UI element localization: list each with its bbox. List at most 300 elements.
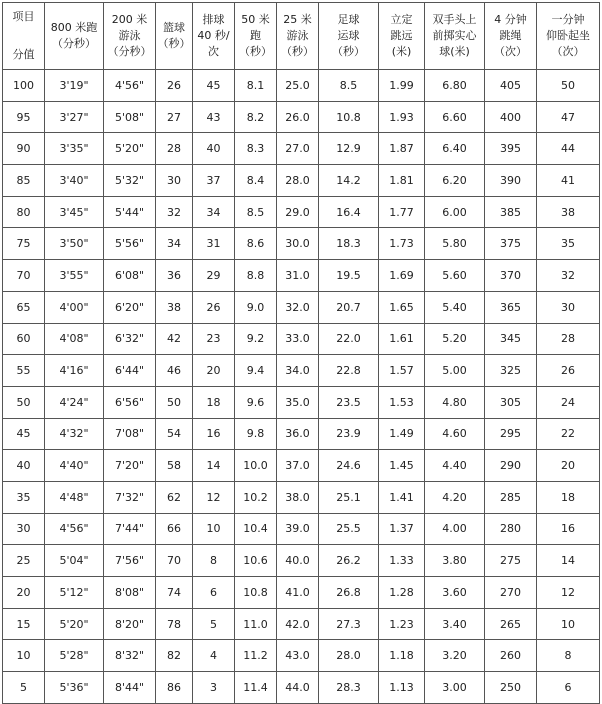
table-row xyxy=(3,228,600,260)
column-header xyxy=(379,3,425,70)
table-cell: 7'44" xyxy=(104,513,156,545)
table-cell: 5.40 xyxy=(425,291,485,323)
header-label-line: （秒） xyxy=(281,45,314,58)
table-cell: 32 xyxy=(156,196,193,228)
score-cell: 90 xyxy=(3,133,45,165)
table-row xyxy=(3,291,600,323)
table-cell: 35.0 xyxy=(277,386,319,418)
table-cell: 6.80 xyxy=(425,70,485,102)
table-body xyxy=(3,70,600,704)
table-cell: 28.0 xyxy=(319,640,379,672)
header-label-line: 跑 xyxy=(250,29,261,42)
score-cell: 35 xyxy=(3,481,45,513)
table-cell: 23 xyxy=(193,323,235,355)
table-cell: 14.2 xyxy=(319,165,379,197)
table-cell: 4'24" xyxy=(45,386,104,418)
header-label-line: 25 米 xyxy=(283,13,312,26)
table-cell: 8'44" xyxy=(104,672,156,704)
table-cell: 395 xyxy=(485,133,537,165)
table-cell: 8.6 xyxy=(235,228,277,260)
table-cell: 44 xyxy=(537,133,600,165)
header-label xyxy=(235,3,276,69)
table-cell: 10.2 xyxy=(235,481,277,513)
header-label xyxy=(379,3,424,69)
table-cell: 50 xyxy=(156,386,193,418)
table-cell: 1.33 xyxy=(379,545,425,577)
table-cell: 11.0 xyxy=(235,608,277,640)
header-label-line: 200 米 xyxy=(111,13,148,26)
table-cell: 19.5 xyxy=(319,260,379,292)
table-cell: 390 xyxy=(485,165,537,197)
header-label-line: 排球 xyxy=(202,13,225,26)
table-cell: 8'08" xyxy=(104,577,156,609)
score-cell: 80 xyxy=(3,196,45,228)
table-cell: 29.0 xyxy=(277,196,319,228)
table-cell: 295 xyxy=(485,418,537,450)
header-label-line: （分秒） xyxy=(107,45,152,58)
table-row xyxy=(3,577,600,609)
table-cell: 32 xyxy=(537,260,600,292)
table-cell: 8.1 xyxy=(235,70,277,102)
table-cell: 43 xyxy=(193,101,235,133)
column-header xyxy=(193,3,235,70)
table-cell: 25.0 xyxy=(277,70,319,102)
table-cell: 4'56" xyxy=(45,513,104,545)
header-label-line: 篮球 xyxy=(163,21,185,34)
table-cell: 40.0 xyxy=(277,545,319,577)
header-label-line: 仰卧起坐 xyxy=(546,29,590,42)
table-cell: 8.4 xyxy=(235,165,277,197)
table-cell: 1.87 xyxy=(379,133,425,165)
score-cell: 45 xyxy=(3,418,45,450)
table-cell: 74 xyxy=(156,577,193,609)
table-cell: 3.80 xyxy=(425,545,485,577)
table-cell: 10 xyxy=(537,608,600,640)
table-cell: 14 xyxy=(193,450,235,482)
table-cell: 1.69 xyxy=(379,260,425,292)
table-cell: 78 xyxy=(156,608,193,640)
table-cell: 22.0 xyxy=(319,323,379,355)
table-cell: 260 xyxy=(485,640,537,672)
table-cell: 3 xyxy=(193,672,235,704)
table-cell: 29 xyxy=(193,260,235,292)
column-header xyxy=(425,3,485,70)
table-cell: 7'32" xyxy=(104,481,156,513)
table-cell: 6.40 xyxy=(425,133,485,165)
header-label-line: 800 米跑 xyxy=(50,21,98,34)
header-label-line: （次） xyxy=(551,45,585,58)
table-row xyxy=(3,386,600,418)
table-cell: 50 xyxy=(537,70,600,102)
table-cell: 365 xyxy=(485,291,537,323)
table-cell: 44.0 xyxy=(277,672,319,704)
header-label xyxy=(277,3,318,69)
table-cell: 1.53 xyxy=(379,386,425,418)
table-row xyxy=(3,450,600,482)
table-cell: 8'32" xyxy=(104,640,156,672)
table-cell: 12.9 xyxy=(319,133,379,165)
table-cell: 41.0 xyxy=(277,577,319,609)
header-label-line: 足球 xyxy=(337,13,360,26)
table-cell: 285 xyxy=(485,481,537,513)
table-cell: 16 xyxy=(193,418,235,450)
table-cell: 1.93 xyxy=(379,101,425,133)
score-cell: 15 xyxy=(3,608,45,640)
table-cell: 1.45 xyxy=(379,450,425,482)
table-row xyxy=(3,418,600,450)
table-row xyxy=(3,640,600,672)
table-cell: 31.0 xyxy=(277,260,319,292)
column-header xyxy=(277,3,319,70)
table-cell: 28 xyxy=(156,133,193,165)
header-label-line: 次 xyxy=(208,45,219,58)
table-cell: 26 xyxy=(537,355,600,387)
table-cell: 1.41 xyxy=(379,481,425,513)
table-cell: 5.00 xyxy=(425,355,485,387)
table-cell: 9.8 xyxy=(235,418,277,450)
header-label-line: 运球 xyxy=(337,29,360,42)
table-cell: 26.2 xyxy=(319,545,379,577)
table-cell: 22.8 xyxy=(319,355,379,387)
table-cell: 3.20 xyxy=(425,640,485,672)
table-cell: 5.80 xyxy=(425,228,485,260)
table-cell: 28.3 xyxy=(319,672,379,704)
table-cell: 40 xyxy=(193,133,235,165)
table-cell: 3'55" xyxy=(45,260,104,292)
table-cell: 54 xyxy=(156,418,193,450)
table-row xyxy=(3,355,600,387)
table-cell: 5'20" xyxy=(45,608,104,640)
table-cell: 8.2 xyxy=(235,101,277,133)
score-cell: 55 xyxy=(3,355,45,387)
table-cell: 18.3 xyxy=(319,228,379,260)
table-cell: 1.65 xyxy=(379,291,425,323)
table-row xyxy=(3,101,600,133)
table-cell: 14 xyxy=(537,545,600,577)
column-header xyxy=(485,3,537,70)
table-cell: 290 xyxy=(485,450,537,482)
table-cell: 6'44" xyxy=(104,355,156,387)
table-cell: 1.28 xyxy=(379,577,425,609)
table-cell: 5'32" xyxy=(104,165,156,197)
header-label-line: 跳远 xyxy=(390,29,413,42)
table-cell: 6.20 xyxy=(425,165,485,197)
table-cell: 10.4 xyxy=(235,513,277,545)
table-cell: 305 xyxy=(485,386,537,418)
table-cell: 4'40" xyxy=(45,450,104,482)
table-cell: 5'08" xyxy=(104,101,156,133)
table-cell: 47 xyxy=(537,101,600,133)
table-cell: 270 xyxy=(485,577,537,609)
score-cell: 5 xyxy=(3,672,45,704)
table-cell: 20.7 xyxy=(319,291,379,323)
table-cell: 30 xyxy=(537,291,600,323)
table-cell: 62 xyxy=(156,481,193,513)
table-cell: 280 xyxy=(485,513,537,545)
table-cell: 26 xyxy=(156,70,193,102)
table-row xyxy=(3,672,600,704)
table-cell: 5'04" xyxy=(45,545,104,577)
table-cell: 3.00 xyxy=(425,672,485,704)
table-cell: 20 xyxy=(193,355,235,387)
table-cell: 28.0 xyxy=(277,165,319,197)
header-label-line: 前掷实心 xyxy=(432,29,477,42)
table-cell: 27.0 xyxy=(277,133,319,165)
table-cell: 10 xyxy=(193,513,235,545)
table-row xyxy=(3,545,600,577)
table-cell: 250 xyxy=(485,672,537,704)
header-label-line: 40 秒/ xyxy=(197,29,230,42)
header-label-line: 4 分钟 xyxy=(494,13,527,26)
table-cell: 7'20" xyxy=(104,450,156,482)
table-cell: 1.73 xyxy=(379,228,425,260)
table-cell: 30 xyxy=(156,165,193,197)
table-cell: 370 xyxy=(485,260,537,292)
table-cell: 16.4 xyxy=(319,196,379,228)
table-cell: 325 xyxy=(485,355,537,387)
table-cell: 11.4 xyxy=(235,672,277,704)
table-cell: 41 xyxy=(537,165,600,197)
header-row xyxy=(3,3,600,70)
table-cell: 3'27" xyxy=(45,101,104,133)
table-cell: 3'50" xyxy=(45,228,104,260)
score-cell: 100 xyxy=(3,70,45,102)
header-label-line: 项目 xyxy=(12,10,35,23)
table-cell: 4'16" xyxy=(45,355,104,387)
table-cell: 36 xyxy=(156,260,193,292)
table-row xyxy=(3,165,600,197)
table-cell: 24 xyxy=(537,386,600,418)
table-cell: 3.40 xyxy=(425,608,485,640)
score-table xyxy=(2,2,600,704)
table-row xyxy=(3,323,600,355)
table-cell: 11.2 xyxy=(235,640,277,672)
table-cell: 27.3 xyxy=(319,608,379,640)
table-cell: 37.0 xyxy=(277,450,319,482)
table-cell: 38.0 xyxy=(277,481,319,513)
table-cell: 1.13 xyxy=(379,672,425,704)
table-cell: 38 xyxy=(537,196,600,228)
score-cell: 60 xyxy=(3,323,45,355)
table-cell: 6'56" xyxy=(104,386,156,418)
header-label-line: 立定 xyxy=(390,13,413,26)
table-cell: 345 xyxy=(485,323,537,355)
table-cell: 5'20" xyxy=(104,133,156,165)
table-cell: 23.9 xyxy=(319,418,379,450)
column-header xyxy=(3,3,45,70)
table-cell: 10.8 xyxy=(319,101,379,133)
table-cell: 58 xyxy=(156,450,193,482)
table-cell: 8'20" xyxy=(104,608,156,640)
header-label-line: （分秒） xyxy=(52,37,96,50)
header-label-line: （次） xyxy=(494,45,527,58)
score-cell: 40 xyxy=(3,450,45,482)
table-cell: 45 xyxy=(193,70,235,102)
table-cell: 8 xyxy=(193,545,235,577)
table-cell: 39.0 xyxy=(277,513,319,545)
table-cell: 22 xyxy=(537,418,600,450)
column-header xyxy=(104,3,156,70)
table-cell: 30.0 xyxy=(277,228,319,260)
table-cell: 5.20 xyxy=(425,323,485,355)
table-cell: 1.57 xyxy=(379,355,425,387)
table-cell: 27 xyxy=(156,101,193,133)
table-cell: 18 xyxy=(537,481,600,513)
header-label xyxy=(45,3,103,69)
header-label xyxy=(425,3,484,69)
header-label-line: 50 米 xyxy=(241,13,270,26)
table-cell: 3'45" xyxy=(45,196,104,228)
table-cell: 8.8 xyxy=(235,260,277,292)
table-cell: 12 xyxy=(537,577,600,609)
table-cell: 66 xyxy=(156,513,193,545)
table-cell: 16 xyxy=(537,513,600,545)
table-cell: 25.1 xyxy=(319,481,379,513)
table-cell: 4.20 xyxy=(425,481,485,513)
table-header xyxy=(3,3,600,70)
column-header xyxy=(45,3,104,70)
table-cell: 5'56" xyxy=(104,228,156,260)
table-cell: 6 xyxy=(537,672,600,704)
score-cell: 10 xyxy=(3,640,45,672)
table-cell: 28 xyxy=(537,323,600,355)
header-label xyxy=(156,3,192,69)
table-cell: 4.60 xyxy=(425,418,485,450)
table-cell: 26 xyxy=(193,291,235,323)
table-cell: 23.5 xyxy=(319,386,379,418)
table-cell: 8.3 xyxy=(235,133,277,165)
table-cell: 7'08" xyxy=(104,418,156,450)
table-cell: 5'36" xyxy=(45,672,104,704)
table-cell: 10.6 xyxy=(235,545,277,577)
table-cell: 5 xyxy=(193,608,235,640)
table-cell: 33.0 xyxy=(277,323,319,355)
header-label-line: 游泳 xyxy=(286,29,309,42)
score-cell: 50 xyxy=(3,386,45,418)
table-cell: 4'08" xyxy=(45,323,104,355)
table-cell: 385 xyxy=(485,196,537,228)
header-label xyxy=(537,3,599,69)
table-cell: 3'35" xyxy=(45,133,104,165)
table-cell: 265 xyxy=(485,608,537,640)
table-cell: 1.61 xyxy=(379,323,425,355)
table-cell: 375 xyxy=(485,228,537,260)
score-cell: 25 xyxy=(3,545,45,577)
table-cell: 6'20" xyxy=(104,291,156,323)
table-cell: 4'48" xyxy=(45,481,104,513)
table-cell: 32.0 xyxy=(277,291,319,323)
header-label-line: 双手头上 xyxy=(432,13,477,26)
table-cell: 70 xyxy=(156,545,193,577)
table-cell: 34 xyxy=(193,196,235,228)
table-cell: 6.00 xyxy=(425,196,485,228)
table-cell: 5'12" xyxy=(45,577,104,609)
table-cell: 275 xyxy=(485,545,537,577)
table-cell: 10.8 xyxy=(235,577,277,609)
table-cell: 42 xyxy=(156,323,193,355)
table-cell: 42.0 xyxy=(277,608,319,640)
table-cell: 20 xyxy=(537,450,600,482)
table-cell: 5.60 xyxy=(425,260,485,292)
table-cell: 4.40 xyxy=(425,450,485,482)
column-header xyxy=(537,3,600,70)
score-cell: 20 xyxy=(3,577,45,609)
table-cell: 5'28" xyxy=(45,640,104,672)
score-cell: 30 xyxy=(3,513,45,545)
table-cell: 34 xyxy=(156,228,193,260)
table-cell: 34.0 xyxy=(277,355,319,387)
table-cell: 4'32" xyxy=(45,418,104,450)
table-cell: 3.60 xyxy=(425,577,485,609)
table-cell: 400 xyxy=(485,101,537,133)
score-cell: 65 xyxy=(3,291,45,323)
header-label xyxy=(319,3,378,69)
table-cell: 86 xyxy=(156,672,193,704)
header-label-line: 球(米) xyxy=(439,45,470,58)
table-row xyxy=(3,196,600,228)
table-row xyxy=(3,133,600,165)
table-cell: 3'19" xyxy=(45,70,104,102)
table-cell: 10.0 xyxy=(235,450,277,482)
table-cell: 4.80 xyxy=(425,386,485,418)
table-cell: 6'32" xyxy=(104,323,156,355)
score-cell: 85 xyxy=(3,165,45,197)
table-cell: 1.23 xyxy=(379,608,425,640)
table-cell: 3'40" xyxy=(45,165,104,197)
table-cell: 8 xyxy=(537,640,600,672)
header-label-line: 分值 xyxy=(12,48,35,61)
table-cell: 9.0 xyxy=(235,291,277,323)
score-cell: 95 xyxy=(3,101,45,133)
table-cell: 6'08" xyxy=(104,260,156,292)
table-cell: 43.0 xyxy=(277,640,319,672)
column-header xyxy=(319,3,379,70)
table-cell: 9.6 xyxy=(235,386,277,418)
table-cell: 46 xyxy=(156,355,193,387)
table-row xyxy=(3,260,600,292)
column-header xyxy=(156,3,193,70)
table-row xyxy=(3,513,600,545)
table-cell: 35 xyxy=(537,228,600,260)
table-cell: 1.18 xyxy=(379,640,425,672)
header-label xyxy=(485,3,536,69)
table-cell: 18 xyxy=(193,386,235,418)
table-cell: 1.81 xyxy=(379,165,425,197)
table-cell: 12 xyxy=(193,481,235,513)
table-cell: 82 xyxy=(156,640,193,672)
header-label xyxy=(104,3,155,69)
table-cell: 1.77 xyxy=(379,196,425,228)
table-cell: 25.5 xyxy=(319,513,379,545)
header-label-line: 跳绳 xyxy=(499,29,522,42)
table-cell: 26.8 xyxy=(319,577,379,609)
table-cell: 24.6 xyxy=(319,450,379,482)
table-cell: 36.0 xyxy=(277,418,319,450)
header-label-line: （秒） xyxy=(239,45,272,58)
table-cell: 9.4 xyxy=(235,355,277,387)
table-cell: 26.0 xyxy=(277,101,319,133)
table-cell: 31 xyxy=(193,228,235,260)
header-label-line: (米) xyxy=(391,45,412,58)
table-cell: 4'00" xyxy=(45,291,104,323)
table-cell: 8.5 xyxy=(235,196,277,228)
table-cell: 1.37 xyxy=(379,513,425,545)
header-label-line: 一分钟 xyxy=(551,13,585,26)
header-label-line: （秒） xyxy=(332,45,365,58)
table-cell: 8.5 xyxy=(319,70,379,102)
table-cell: 6.60 xyxy=(425,101,485,133)
table-cell: 4.00 xyxy=(425,513,485,545)
